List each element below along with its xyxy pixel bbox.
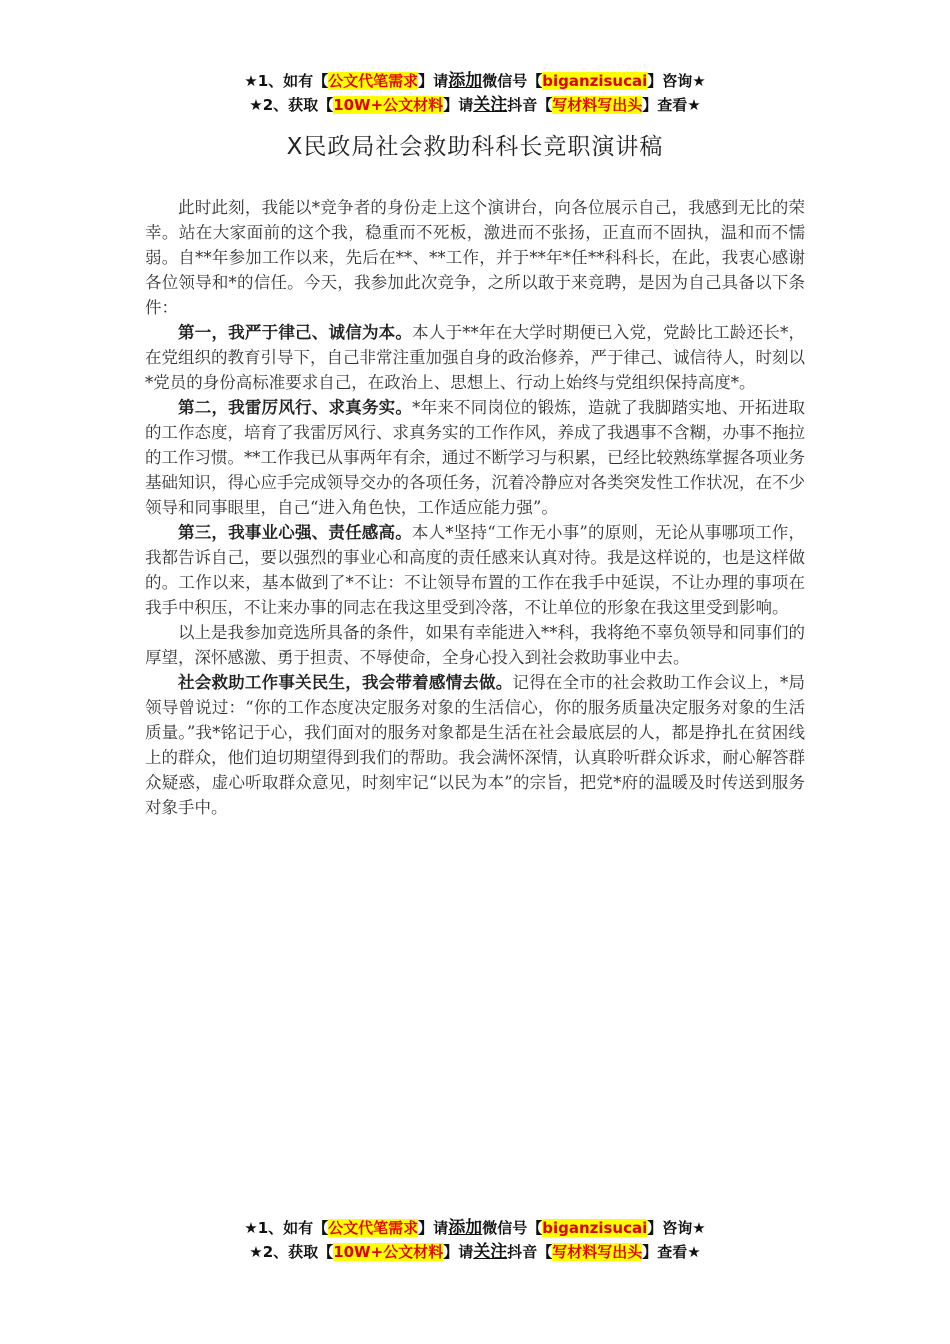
promo-line-1: ★1、如有【公文代笔需求】请添加微信号【biganzisucai】咨询★ [244, 1218, 706, 1238]
highlight-text: 10W+公文材料 [333, 1243, 444, 1261]
paragraph: 第一，我严于律己、诚信为本。本人于**年在大学时期便已入党，党龄比工龄还长*，在党组织的教育引导下，自己非常注重加强自身的政治修养，严于律己、诚信待人，时刻以*党员的身份高标准要求自己，在政治上、思想上、行动上始终与党组织保持高度*。 [145, 323, 806, 392]
highlight-text: 公文代笔需求 [328, 72, 419, 90]
paragraph: 社会救助工作事关民生，我会带着感情去做。记得在全市的社会救助工作会议上，*局领导曾说过：“你的工作态度决定服务对象的生活信心，你的服务质量决定服务对象的生活质量。”我*铭记于心，我们面对的服务对象都是生活在社会最底层的人，都是挣扎在贫困线上的群众，他们迫切期望得到我们的帮助。我会满怀深情，认真聆听群众诉求，耐心解答群众疑惑，虚心听取群众意见，时刻牢记“以民为本”的宗旨，把党*府的温暖及时传送到服务对象手中。 [145, 673, 806, 817]
paragraph-heading: 第三，我事业心强、责任感高。 [178, 523, 412, 542]
paragraph-heading: 第一，我严于律己、诚信为本。 [178, 323, 413, 342]
paragraph-heading: 第二，我雷厉风行、求真务实。 [178, 398, 413, 417]
wechat-id: biganzisucai [542, 1219, 648, 1237]
paragraph-heading: 社会救助工作事关民生，我会带着感情去做。 [178, 673, 513, 692]
paragraph: 此时此刻，我能以*竞争者的身份走上这个演讲台，向各位展示自己，我感到无比的荣幸。站在大家面前的这个我，稳重而不死板，激进而不张扬，正直而不固执，温和而不懦弱。自**年参加工作以来，先后在**、**工作，并于**年*任**科科长，在此，我衷心感谢各位领导和*的信任。今天，我参加此次竞争，之所以敢于来竞聘，是因为自己具备以下条件： [145, 198, 805, 317]
paragraph: 以上是我参加竞选所具备的条件，如果有幸能进入**科，我将绝不辜负领导和同事们的厚望，深怀感激、勇于担责、不辱使命，全身心投入到社会救助事业中去。 [145, 623, 805, 667]
wechat-id: biganzisucai [542, 72, 648, 90]
highlight-text: 10W+公文材料 [333, 96, 444, 114]
douyin-account: 写材料写出头 [552, 1243, 643, 1261]
promo-line-2: ★2、获取【10W+公文材料】请关注抖音【写材料写出头】查看★ [249, 1242, 701, 1262]
header-promo-banner [0, 69, 950, 117]
footer-promo-banner [0, 1216, 950, 1264]
paragraph: 第三，我事业心强、责任感高。本人*坚持“工作无小事”的原则，无论从事哪项工作，我都告诉自己，要以强烈的事业心和高度的责任感来认真对待。我是这样说的，也是这样做的。工作以来，基本做到了*不让：不让领导布置的工作在我手中延误，不让办理的事项在我手中积压，不让来办事的同志在我这里受到冷落，不让单位的形象在我这里受到影响。 [145, 523, 806, 617]
douyin-account: 写材料写出头 [552, 96, 643, 114]
promo-line-1: ★1、如有【公文代笔需求】请添加微信号【biganzisucai】咨询★ [244, 71, 706, 91]
highlight-text: 公文代笔需求 [328, 1219, 419, 1237]
promo-line-2: ★2、获取【10W+公文材料】请关注抖音【写材料写出头】查看★ [249, 95, 701, 115]
document-title: X民政局社会救助科科长竞职演讲稿 [286, 134, 664, 160]
paragraph: 第二，我雷厉风行、求真务实。*年来不同岗位的锻炼，造就了我脚踏实地、开拓进取的工作态度，培育了我雷厉风行、求真务实的工作作风，养成了我遇事不含糊，办事不拖拉的工作习惯。**工作我已从事两年有余，通过不断学习与积累，已经比较熟练掌握各项业务基础知识，得心应手完成领导交办的各项任务，沉着冷静应对各类突发性工作状况，在不少领导和同事眼里，自己“进入角色快，工作适应能力强”。 [145, 398, 806, 517]
document-body [145, 195, 805, 820]
